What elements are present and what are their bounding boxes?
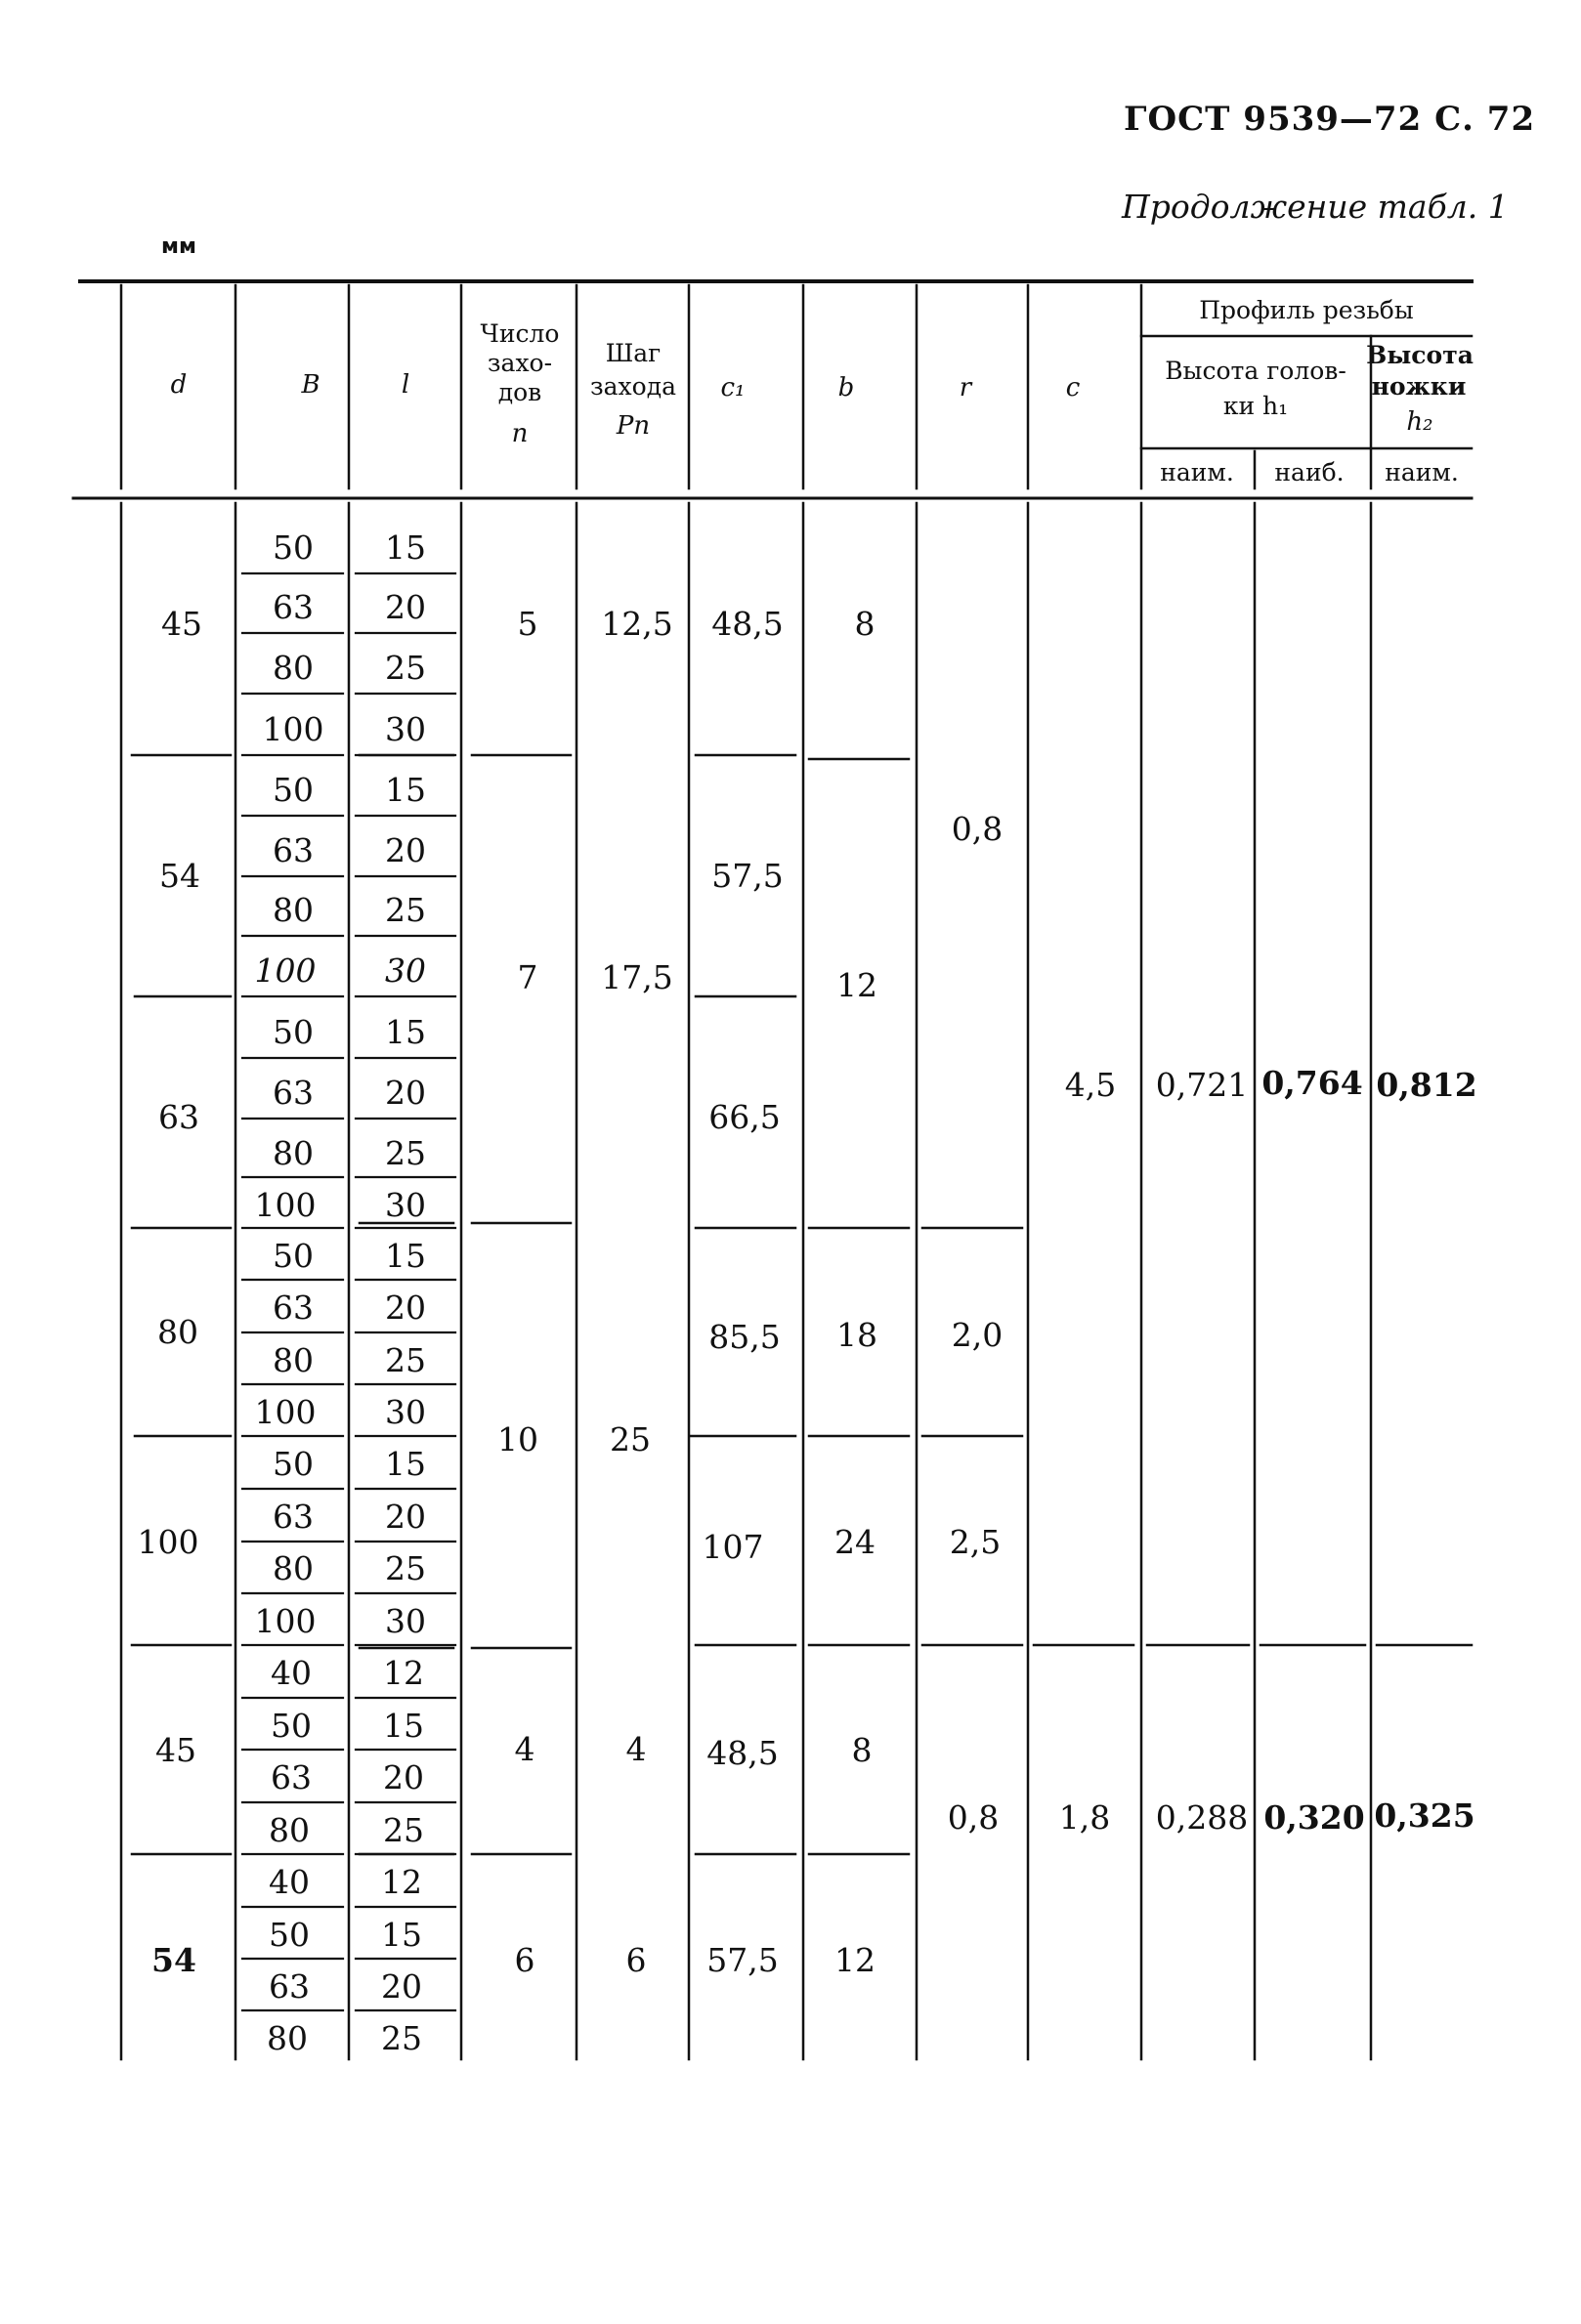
table-cell-n: 4: [514, 1730, 535, 1768]
table-cell-l: 30: [385, 1393, 426, 1431]
col-header-h1-line2: ки h₁: [1222, 392, 1289, 420]
col-header-B: B: [301, 370, 320, 400]
table-cell-l: 30: [385, 1186, 426, 1224]
table-cell-B: 63: [273, 1289, 314, 1327]
table-cell-l: 25: [385, 891, 426, 929]
table-cell-B: 50: [269, 1916, 310, 1954]
col-header-n-line1: Число: [480, 319, 560, 348]
table-cell-B: 63: [271, 1758, 312, 1796]
table-cell-B: 80: [267, 2019, 308, 2057]
table-cell-d: 63: [158, 1098, 199, 1136]
document-code: ГОСТ 9539—72 С. 72: [1124, 100, 1536, 139]
table-cell-B: 100: [262, 710, 324, 748]
table-cell-p: 25: [610, 1420, 651, 1458]
table-cell-r: 2,0: [951, 1316, 1004, 1354]
table-cell-c: 1,8: [1058, 1798, 1111, 1837]
table-cell-c: 4,5: [1064, 1066, 1117, 1104]
table-cell-B: 50: [271, 1707, 312, 1745]
table-cell-B: 50: [273, 528, 314, 567]
table-cell-b: 12: [836, 966, 877, 1004]
col-header-h2-line1: Высота: [1366, 341, 1474, 369]
table-continuation-caption: Продолжение табл. 1: [1122, 188, 1509, 226]
table-cell-l: 15: [385, 771, 426, 809]
table-cell-l: 25: [383, 1811, 424, 1849]
table-cell-B: 80: [273, 891, 314, 929]
col-header-n-line3: дов: [497, 378, 542, 406]
table-cell-l: 20: [385, 1289, 426, 1327]
table-cell-p: 12,5: [601, 605, 673, 643]
table-cell-B: 63: [273, 831, 314, 869]
table-cell-l: 15: [383, 1707, 424, 1745]
table-cell-B: 80: [273, 1341, 314, 1379]
col-header-r: r: [959, 373, 972, 402]
table-cell-p: 6: [625, 1941, 647, 1979]
table-cell-n: 10: [497, 1420, 538, 1458]
table-cell-l: 15: [385, 528, 426, 567]
col-header-h2-min: наим.: [1385, 458, 1459, 486]
table-cell-l: 15: [385, 1237, 426, 1275]
table-cell-B: 100: [254, 1602, 317, 1640]
table-cell-B: 80: [273, 1549, 314, 1587]
table-cell-l: 20: [385, 1498, 426, 1536]
col-header-p-line1: Шаг: [605, 339, 662, 367]
table-cell-l: 30: [385, 710, 426, 748]
table-cell-h1-min: 0,288: [1155, 1798, 1249, 1837]
table-cell-l: 20: [385, 1074, 426, 1112]
col-header-h2-line2: ножки: [1371, 372, 1467, 401]
table-cell-p: 4: [625, 1730, 647, 1768]
table-cell-c1: 66,5: [708, 1098, 781, 1136]
table-cell-l: 25: [385, 1341, 426, 1379]
table-cell-B: 63: [269, 1967, 310, 2006]
table-cell-d: 80: [157, 1313, 198, 1351]
table-cell-l: 20: [385, 588, 426, 626]
table-cell-l: 15: [385, 1013, 426, 1051]
table-cell-b: 12: [834, 1941, 876, 1979]
table-cell-l: 15: [381, 1916, 422, 1954]
table-cell-B: 50: [273, 771, 314, 809]
table-cell-r: 0,8: [951, 810, 1004, 848]
col-header-p-line2: захода: [590, 372, 676, 401]
table-cell-l: 15: [385, 1445, 426, 1483]
col-header-h1-max: наиб.: [1274, 458, 1345, 486]
col-header-c: c: [1065, 373, 1081, 402]
table-cell-c1: 48,5: [711, 605, 784, 643]
table-cell-l: 30: [385, 1602, 426, 1640]
table-cell-l: 20: [383, 1758, 424, 1796]
col-header-n-line2: захо-: [487, 349, 553, 377]
col-header-c1: c₁: [720, 373, 746, 402]
table-cell-h2-min: 0,812: [1376, 1066, 1477, 1104]
table-cell-l: 25: [385, 649, 426, 687]
col-header-h1-line1: Высота голов-: [1165, 357, 1346, 385]
table-cell-b: 18: [836, 1316, 877, 1354]
table-cell-B: 63: [273, 1074, 314, 1112]
col-header-h1-min: наим.: [1160, 458, 1234, 486]
B-l-values: [255, 528, 427, 2057]
table-cell-h1-min: 0,721: [1155, 1066, 1249, 1104]
table-cell-d: 54: [151, 1941, 196, 1979]
table-cell-B: 80: [273, 649, 314, 687]
table-cell-l: 25: [385, 1549, 426, 1587]
table-cell-B: 40: [269, 1863, 310, 1901]
table-cell-l: 25: [381, 2019, 422, 2057]
d-values: [138, 605, 203, 1979]
table-cell-c1: 85,5: [708, 1318, 781, 1356]
table-cell-B: 63: [273, 1498, 314, 1536]
table-cell-r: 2,5: [949, 1523, 1002, 1561]
table-cell-c1: 107: [702, 1528, 764, 1566]
table-cell-l: 20: [381, 1967, 422, 2006]
table-cell-b: 8: [854, 605, 876, 643]
col-header-h2-line3: h₂: [1406, 407, 1433, 437]
table-cell-B: 100: [254, 951, 317, 990]
units-label: мм: [161, 234, 196, 259]
table-cell-B: 50: [273, 1445, 314, 1483]
table-cell-d: 54: [159, 857, 200, 895]
table-cell-d: 45: [161, 605, 202, 643]
table-cell-d: 45: [155, 1731, 196, 1769]
table-cell-B: 80: [269, 1811, 310, 1849]
table-cell-B: 100: [254, 1186, 317, 1224]
table-cell-l: 20: [385, 831, 426, 869]
col-header-n-line4: n: [511, 419, 529, 448]
table-cell-B: 100: [254, 1393, 317, 1431]
table-cell-h1-max: 0,320: [1263, 1798, 1365, 1837]
table-cell-n: 5: [517, 605, 538, 643]
table-cell-l: 12: [383, 1654, 424, 1692]
table-cell-d: 100: [137, 1523, 199, 1561]
table-cell-l: 30: [385, 951, 426, 990]
col-header-d: d: [170, 370, 188, 400]
table-cell-p: 17,5: [601, 958, 673, 996]
table-cell-l: 25: [385, 1134, 426, 1172]
table-cell-B: 63: [273, 588, 314, 626]
merged-values: [497, 605, 1477, 1979]
table-cell-h2-min: 0,325: [1374, 1796, 1475, 1835]
table-cell-r: 0,8: [947, 1798, 1000, 1837]
table-cell-B: 50: [273, 1013, 314, 1051]
table-cell-B: 50: [273, 1237, 314, 1275]
col-header-profile: Профиль резьбы: [1199, 296, 1414, 324]
table-cell-B: 80: [273, 1134, 314, 1172]
col-header-l: l: [401, 370, 410, 400]
table-cell-c1: 48,5: [706, 1734, 779, 1772]
table-cell-c1: 57,5: [706, 1941, 779, 1979]
table-cell-B: 40: [271, 1654, 312, 1692]
table-cell-h1-max: 0,764: [1261, 1064, 1363, 1102]
col-header-b: b: [837, 373, 855, 402]
table-cell-n: 6: [514, 1941, 535, 1979]
col-header-p-line3: Pn: [616, 411, 651, 441]
table-cell-c1: 57,5: [711, 857, 784, 895]
table-cell-l: 12: [381, 1863, 422, 1901]
table-cell-b: 24: [834, 1523, 876, 1561]
table-cell-b: 8: [851, 1731, 873, 1769]
body-row-rules: [132, 755, 1475, 1854]
table-cell-n: 7: [517, 958, 538, 996]
